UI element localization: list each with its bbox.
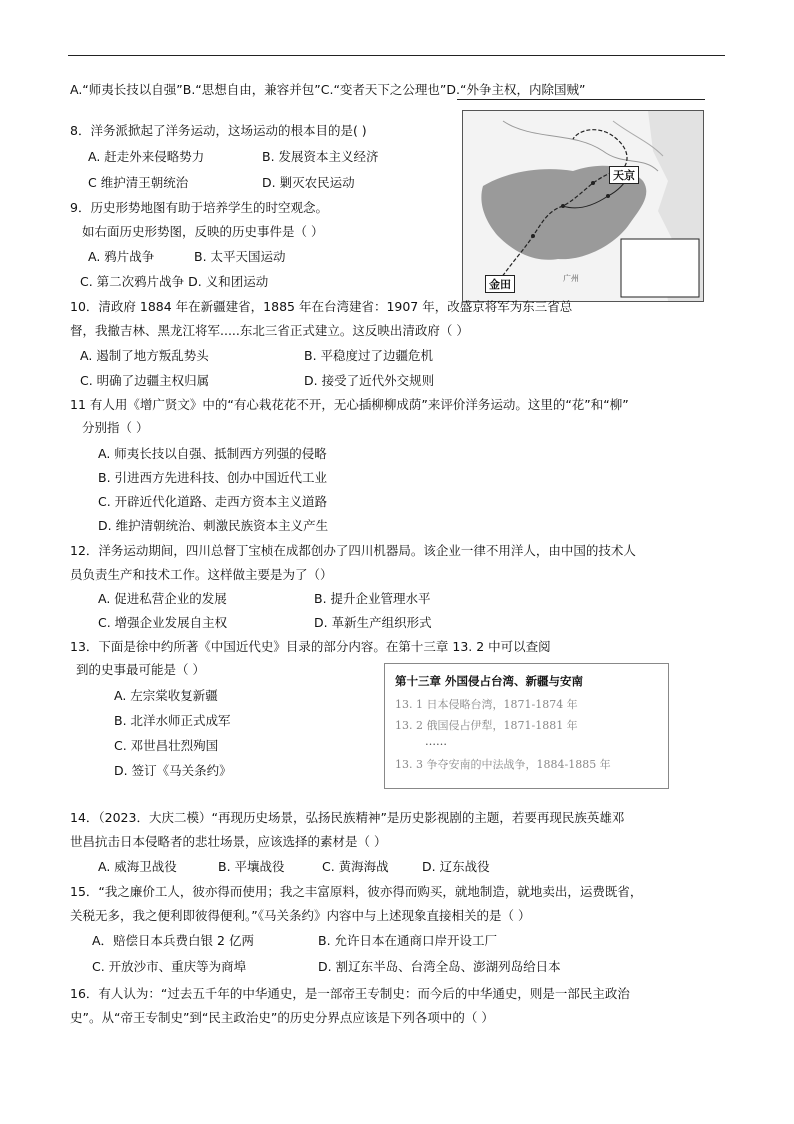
q9-stem: 9．历史形势地图有助于培养学生的时空观念。	[70, 200, 328, 215]
toc-row: 13. 2 俄国侵占伊犁，1871-1881 年	[395, 719, 578, 732]
q11-stem-line1: 11 有人用《增广贤文》中的“有心栽花花不开，无心插柳柳成荫”来评价洋务运动。这里的“花”和“柳”	[70, 397, 629, 412]
toc-row: 13. 1 日本侵略台湾，1871-1874 年	[395, 698, 578, 711]
q12-stem-line1: 12．洋务运动期间，四川总督丁宝桢在成都创办了四川机器局。该企业一律不用洋人，由中国的技术人	[70, 543, 636, 558]
q11-option-b: B. 引进西方先进科技、创办中国近代工业	[98, 470, 328, 485]
top-rule	[68, 55, 725, 56]
q16-stem-line1: 16．有人认为：“过去五千年的中华通史，是一部帝王专制史：而今后的中华通史，则是一部民主政治	[70, 986, 630, 1001]
q10-option-b: B. 平稳度过了边疆危机	[304, 348, 434, 363]
q8-option-c: C 维护清王朝统治	[88, 175, 189, 190]
q14-stem-line1: 14．（2023．大庆二模）“再现历史场景，弘扬民族精神”是历史影视剧的主题，若要再现民族英雄邓	[70, 810, 625, 825]
q12-option-c: C. 增强企业发展自主权	[98, 615, 228, 630]
toc-row: 13. 3 争夺安南的中法战争，1884-1885 年	[395, 758, 611, 771]
map-label-guangzhou: 广州	[563, 274, 579, 283]
q9-stem-line2: 如右面历史形势图，反映的历史事件是（ ）	[82, 224, 324, 239]
map-label-tianjing: 天京	[609, 166, 639, 184]
q15-option-a: A．赔偿日本兵费白银 2 亿两	[92, 933, 254, 948]
q8-option-a: A. 赶走外来侵略势力	[88, 149, 205, 164]
q7-underline	[457, 99, 705, 100]
toc-excerpt-box	[384, 663, 669, 789]
q8-stem: 8．洋务派掀起了洋务运动，这场运动的根本目的是( )	[70, 123, 367, 138]
q11-option-c: C. 开辟近代化道路、走西方资本主义道路	[98, 494, 328, 509]
map-graphic	[463, 111, 703, 301]
q14-option-c: C. 黄海海战	[322, 859, 389, 874]
q8-option-b: B. 发展资本主义经济	[262, 149, 379, 164]
q10-stem-line1: 10．清政府 1884 年在新疆建省，1885 年在台湾建省：1907 年，改盛京将军为东三省总	[70, 299, 573, 314]
q7-options: A.“师夷长技以自强”B.“思想自由，兼容并包”C.“变者天下之公理也”D.“外争主权，内除国贼”	[70, 82, 586, 97]
q13-stem-line2: 到的史事最可能是（ ）	[76, 662, 205, 677]
q13-stem-line1: 13．下面是徐中约所著《中国近代史》目录的部分内容。在第十三章 13. 2 中可以查阅	[70, 639, 551, 654]
q12-option-b: B. 提升企业管理水平	[314, 591, 431, 606]
q10-option-d: D. 接受了近代外交规则	[304, 373, 435, 388]
q8-option-d: D. 剿灭农民运动	[262, 175, 355, 190]
q12-option-d: D. 革新生产组织形式	[314, 615, 432, 630]
q15-option-c: C. 开放沙市、重庆等为商埠	[92, 959, 247, 974]
q9-option-b: B. 太平天国运动	[194, 249, 286, 264]
q9-option-cd: C. 第二次鸦片战争 D. 义和团运动	[80, 274, 269, 289]
q9-option-a: A. 鸦片战争	[88, 249, 155, 264]
q14-option-b: B. 平壤战役	[218, 859, 285, 874]
q15-option-b: B. 允许日本在通商口岸开设工厂	[318, 933, 498, 948]
toc-ellipsis: ……	[425, 735, 447, 748]
q13-option-a: A. 左宗棠收复新疆	[114, 688, 218, 703]
q11-option-a: A. 师夷长技以自强、抵制西方列强的侵略	[98, 446, 327, 461]
q10-stem-line2: 督，我撤吉林、黑龙江将军.....东北三省正式建立。这反映出清政府（ ）	[70, 323, 469, 338]
q15-option-d: D. 割辽东半岛、台湾全岛、澎湖列岛给日本	[318, 959, 561, 974]
q11-stem-line2: 分别指（ ）	[82, 420, 149, 435]
historical-map	[462, 110, 704, 302]
toc-chapter-title: 第十三章 外国侵占台湾、新疆与安南	[395, 674, 584, 688]
q14-option-d: D. 辽东战役	[422, 859, 490, 874]
q12-option-a: A. 促进私营企业的发展	[98, 591, 227, 606]
q13-option-b: B. 北洋水师正式成军	[114, 713, 231, 728]
q11-option-d: D. 维护清朝统治、刺激民族资本主义产生	[98, 518, 329, 533]
q13-option-c: C. 邓世昌壮烈殉国	[114, 738, 219, 753]
q12-stem-line2: 员负责生产和技术工作。这样做主要是为了（）	[70, 567, 333, 582]
q13-option-d: D. 签订《马关条约》	[114, 763, 232, 778]
q10-option-c: C. 明确了边疆主权归属	[80, 373, 210, 388]
q14-option-a: A. 威海卫战役	[98, 859, 177, 874]
map-label-jintian: 金田	[485, 275, 515, 293]
q15-stem-line2: 关税无多，我之便利即彼得便利。”《马关条约》内容中与上述现象直接相关的是（ ）	[70, 908, 531, 923]
q16-stem-line2: 史”。从“帝王专制史”到“民主政治史”的历史分界点应该是下列各项中的（ ）	[70, 1010, 494, 1025]
q14-stem-line2: 世昌抗击日本侵略者的悲壮场景，应该选择的素材是（ ）	[70, 834, 387, 849]
q15-stem-line1: 15．“我之廉价工人，彼亦得而使用；我之丰富原料，彼亦得而购买，就地制造，就地卖出，运费既省，	[70, 884, 643, 899]
q10-option-a: A. 遏制了地方叛乱势头	[80, 348, 209, 363]
